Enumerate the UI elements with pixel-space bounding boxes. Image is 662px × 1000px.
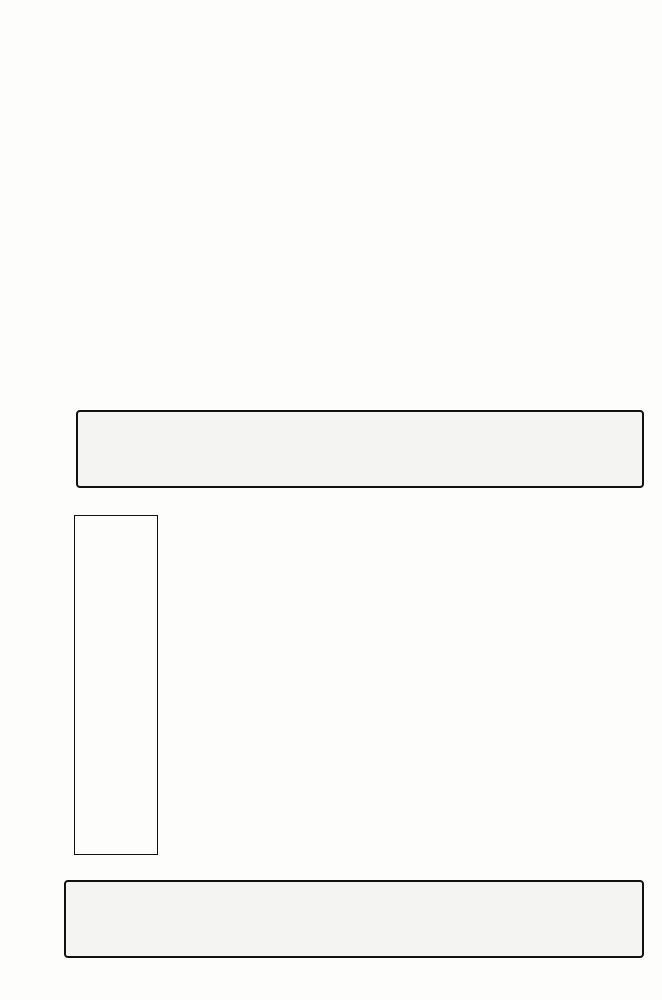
top-text-block xyxy=(30,34,640,384)
figure-c-tiles xyxy=(76,410,644,488)
figure-d-tiles xyxy=(64,880,644,958)
bottom-text-block xyxy=(202,516,640,856)
boxed-note xyxy=(74,515,158,855)
